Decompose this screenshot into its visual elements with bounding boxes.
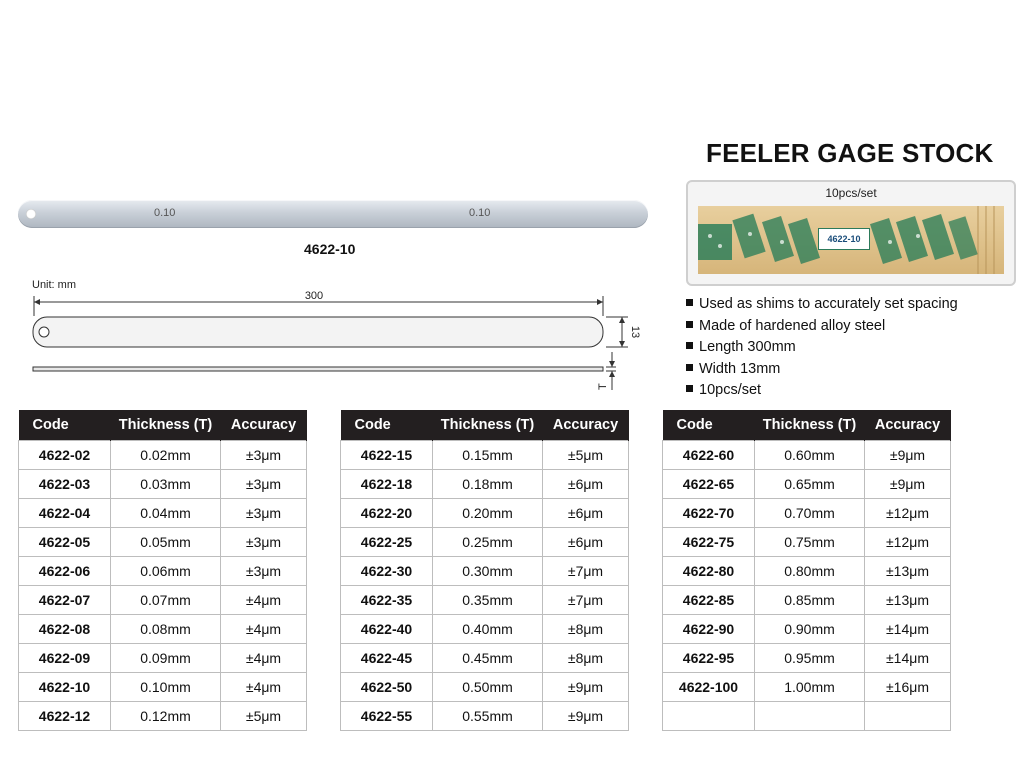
cell-thickness: 0.55mm [433,702,543,731]
cell-accuracy: ±13μm [865,586,951,615]
table-row [341,528,629,557]
cell-thickness: 0.20mm [433,499,543,528]
table-row [341,644,629,673]
cell-thickness: 0.10mm [111,673,221,702]
cell-code: 4622-35 [341,586,433,615]
cell-accuracy [865,702,951,731]
cell-code: 4622-60 [663,441,755,470]
cell-code: 4622-02 [19,441,111,470]
cell-code: 4622-75 [663,528,755,557]
table-row [663,528,951,557]
cell-accuracy: ±6μm [543,499,629,528]
table-row [663,586,951,615]
strip-thickness-mark: 0.10 [469,207,491,219]
table-row [19,528,307,557]
cell-accuracy: ±9μm [865,441,951,470]
cell-thickness: 0.30mm [433,557,543,586]
dimension-drawing [28,286,648,400]
cell-thickness [755,702,865,731]
cell-accuracy: ±6μm [543,470,629,499]
cell-thickness: 0.25mm [433,528,543,557]
cell-accuracy: ±3μm [221,528,307,557]
feature-item: Made of hardened alloy steel [686,316,958,338]
table-row [19,557,307,586]
cell-accuracy: ±14μm [865,615,951,644]
cell-code: 4622-45 [341,644,433,673]
table-row [19,470,307,499]
cell-thickness: 0.40mm [433,615,543,644]
cell-thickness: 0.45mm [433,644,543,673]
table-row [663,557,951,586]
cell-code: 4622-65 [663,470,755,499]
cell-code: 4622-100 [663,673,755,702]
table-row [663,673,951,702]
column-header-code: Code [341,410,433,441]
package-label: 4622-10 [818,228,870,250]
table-row [19,615,307,644]
cell-accuracy: ±8μm [543,615,629,644]
bullet-icon [686,385,693,392]
table-row [663,499,951,528]
cell-accuracy: ±6μm [543,528,629,557]
cell-thickness: 0.09mm [111,644,221,673]
cell-thickness: 0.03mm [111,470,221,499]
cell-accuracy: ±12μm [865,499,951,528]
cell-accuracy: ±3μm [221,470,307,499]
cell-accuracy: ±13μm [865,557,951,586]
cell-code: 4622-12 [19,702,111,731]
table-row [19,644,307,673]
photo-caption: 10pcs/set [825,186,877,200]
cell-accuracy: ±9μm [543,673,629,702]
cell-code: 4622-05 [19,528,111,557]
column-header-accuracy: Accuracy [543,410,629,441]
table-row [341,615,629,644]
cell-accuracy: ±4μm [221,586,307,615]
strip-thickness-mark: 0.10 [154,207,176,219]
table-row [19,441,307,470]
cell-thickness: 0.06mm [111,557,221,586]
cell-accuracy: ±3μm [221,499,307,528]
table-row [341,702,629,731]
cell-thickness: 0.05mm [111,528,221,557]
table-row [663,615,951,644]
cell-accuracy: ±5μm [221,702,307,731]
cell-thickness: 0.50mm [433,673,543,702]
table-row [663,470,951,499]
cell-accuracy: ±4μm [221,644,307,673]
table-row [341,441,629,470]
unit-label: Unit: mm [32,279,76,291]
table-row [19,586,307,615]
cell-code: 4622-04 [19,499,111,528]
cell-code [663,702,755,731]
cell-code: 4622-09 [19,644,111,673]
cell-code: 4622-15 [341,441,433,470]
cell-accuracy: ±8μm [543,644,629,673]
cell-thickness: 0.75mm [755,528,865,557]
cell-thickness: 0.60mm [755,441,865,470]
cell-code: 4622-40 [341,615,433,644]
cell-accuracy: ±7μm [543,586,629,615]
spec-table-1 [18,410,307,731]
table-row [19,499,307,528]
cell-code: 4622-06 [19,557,111,586]
table-row [663,644,951,673]
cell-thickness: 0.80mm [755,557,865,586]
cell-code: 4622-08 [19,615,111,644]
table-row [341,499,629,528]
cell-code: 4622-18 [341,470,433,499]
cell-thickness: 0.70mm [755,499,865,528]
product-photo [686,180,1016,286]
spec-table-3 [662,410,951,731]
feature-item: Width 13mm [686,359,958,381]
cell-thickness: 0.95mm [755,644,865,673]
feature-list [686,294,958,402]
cell-code: 4622-50 [341,673,433,702]
length-dimension-label: 300 [304,290,324,302]
column-header-accuracy: Accuracy [221,410,307,441]
cell-thickness: 0.65mm [755,470,865,499]
cell-code: 4622-95 [663,644,755,673]
feature-item: Length 300mm [686,337,958,359]
strip-hole [26,209,36,219]
feature-item: 10pcs/set [686,380,958,402]
thickness-dimension-label: T [597,383,609,390]
cell-code: 4622-25 [341,528,433,557]
cell-thickness: 0.85mm [755,586,865,615]
column-header-accuracy: Accuracy [865,410,951,441]
cell-accuracy: ±12μm [865,528,951,557]
cell-code: 4622-70 [663,499,755,528]
cell-thickness: 0.15mm [433,441,543,470]
cell-thickness: 0.18mm [433,470,543,499]
cell-accuracy: ±4μm [221,615,307,644]
cell-code: 4622-03 [19,470,111,499]
cell-thickness: 1.00mm [755,673,865,702]
table-row [341,470,629,499]
table-row [341,673,629,702]
cell-thickness: 0.04mm [111,499,221,528]
cell-thickness: 0.07mm [111,586,221,615]
bullet-icon [686,364,693,371]
cell-accuracy: ±9μm [865,470,951,499]
column-header-thickness: Thickness (T) [111,410,221,441]
cell-accuracy: ±3μm [221,557,307,586]
cell-accuracy: ±7μm [543,557,629,586]
table-row [341,586,629,615]
table-row [663,441,951,470]
column-header-code: Code [19,410,111,441]
width-dimension-label: 13 [629,325,641,339]
bullet-icon [686,321,693,328]
feature-item: Used as shims to accurately set spacing [686,294,958,316]
cell-accuracy: ±14μm [865,644,951,673]
cell-code: 4622-55 [341,702,433,731]
feeler-strip-image [18,200,648,228]
cell-code: 4622-20 [341,499,433,528]
cell-accuracy: ±16μm [865,673,951,702]
cell-accuracy: ±3μm [221,441,307,470]
spec-table-2 [340,410,629,731]
cell-thickness: 0.08mm [111,615,221,644]
column-header-thickness: Thickness (T) [433,410,543,441]
cell-code: 4622-07 [19,586,111,615]
bullet-icon [686,299,693,306]
table-row [663,702,951,731]
product-package-image [698,206,1004,274]
page-title: FEELER GAGE STOCK [706,138,994,168]
table-row [19,673,307,702]
cell-accuracy: ±9μm [543,702,629,731]
table-row [341,557,629,586]
cell-accuracy: ±5μm [543,441,629,470]
bullet-icon [686,342,693,349]
cell-code: 4622-85 [663,586,755,615]
column-header-code: Code [663,410,755,441]
cell-accuracy: ±4μm [221,673,307,702]
cell-code: 4622-80 [663,557,755,586]
strip-code: 4622-10 [304,241,356,257]
cell-thickness: 0.02mm [111,441,221,470]
cell-code: 4622-30 [341,557,433,586]
cell-thickness: 0.35mm [433,586,543,615]
cell-thickness: 0.90mm [755,615,865,644]
cell-thickness: 0.12mm [111,702,221,731]
table-row [19,702,307,731]
cell-code: 4622-10 [19,673,111,702]
column-header-thickness: Thickness (T) [755,410,865,441]
cell-code: 4622-90 [663,615,755,644]
